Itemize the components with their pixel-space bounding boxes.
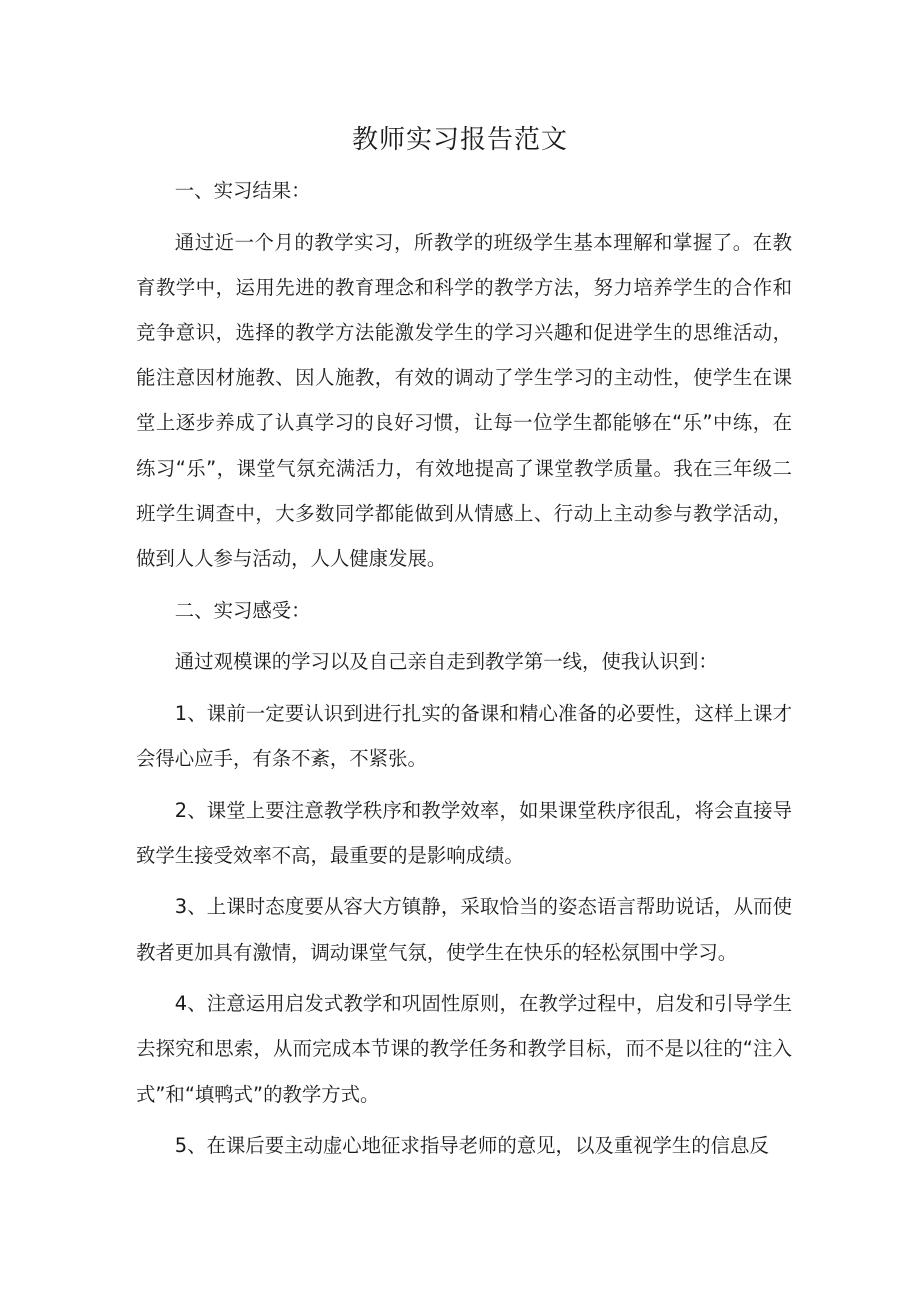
list-item-5: 5、在课后要主动虚心地征求指导老师的意见，以及重视学生的信息反 [174,1134,769,1158]
section-heading-results: 一、实习结果： [174,179,311,202]
paragraph-results: 通过近一个月的教学实习，所教学的班级学生基本理解和掌握了。在教育教学中，运用先进的教育理念和科学的教学方法，努力培养学生的合作和竞争意识，选择的教学方法能激发学生的学习兴趣和促进学生的思维活动，能注意因材施教、因人施教，有效的调动了学生学习的主动性，使学生在课堂上逐步养成了认真学习的良好习惯，让每一位学生都能够在“乐”中练，在练习“乐”，课堂气氛充满活力，有效地提高了课堂教学质量。我在三年级二班学生调查中，大多数同学都能做到从情感上、行动上主动参与教学活动，做到人人参与活动，人人健康发展。 [136,230,792,571]
document-title: 教师实习报告范文 [351,125,568,155]
list-item-1: 1、课前一定要认识到进行扎实的备课和精心准备的必要性，这样上课才会得心应手，有条不紊，不紧张。 [136,701,792,770]
list-item-2: 2、课堂上要注意教学秩序和教学效率，如果课堂秩序很乱，将会直接导致学生接受效率不高，最重要的是影响成绩。 [136,798,792,867]
list-item-3: 3、上课时态度要从容大方镇静，采取恰当的姿态语言帮助说话，从而使教者更加具有激情，调动课堂气氛，使学生在快乐的轻松氛围中学习。 [136,895,792,964]
document-body [136,168,792,1175]
section-heading-feelings: 二、实习感受： [174,598,311,622]
paragraph-intro: 通过观模课的学习以及自己亲自走到教学第一线，使我认识到： [174,650,718,674]
list-item-4: 4、注意运用启发式教学和巩固性原则，在教学过程中，启发和引导学生去探究和思索，从而完成本节课的教学任务和教学目标，而不是以往的“注入式”和“填鸭式”的教学方式。 [136,992,792,1106]
